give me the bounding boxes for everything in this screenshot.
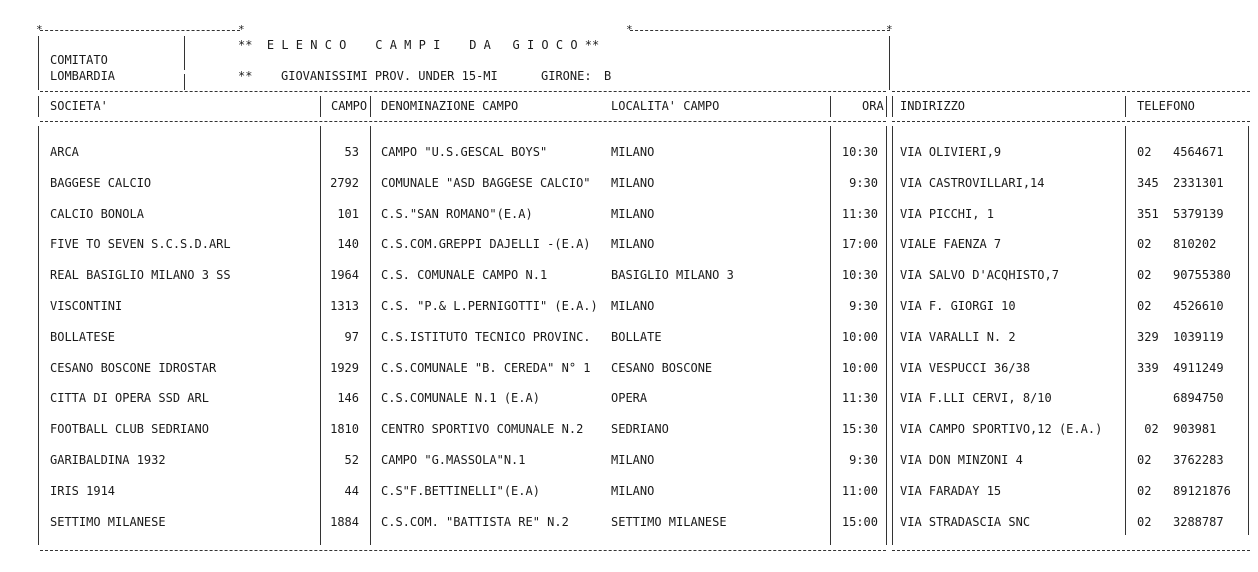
- cell-localita: MILANO: [611, 176, 655, 190]
- cell-campo: 53: [344, 145, 359, 159]
- cell-prefisso: 329: [1137, 330, 1159, 344]
- cell-prefisso: 02: [1137, 484, 1152, 498]
- cell-societa: GARIBALDINA 1932: [50, 453, 166, 467]
- cell-denominazione: C.S.COMUNALE N.1 (E.A): [381, 391, 540, 405]
- cell-campo: 1810: [330, 422, 359, 436]
- column-header-societa: SOCIETA': [50, 99, 108, 113]
- cell-prefisso: 02: [1137, 515, 1152, 529]
- cell-denominazione: C.S.COM. "BATTISTA RE" N.2: [381, 515, 569, 529]
- header-bottom-rule: [892, 121, 1250, 122]
- cell-numero: 810202: [1173, 237, 1217, 251]
- column-header-indirizzo: INDIRIZZO: [900, 99, 966, 113]
- column-separator: [1125, 96, 1126, 117]
- cell-indirizzo: VIA VARALLI N. 2: [900, 330, 1016, 344]
- cell-prefisso: 02: [1137, 299, 1152, 313]
- cell-campo: 140: [337, 237, 359, 251]
- document-title: ** E L E N C O C A M P I D A G I O C O **: [238, 38, 600, 52]
- cell-campo: 146: [337, 391, 359, 405]
- cell-localita: MILANO: [611, 453, 655, 467]
- cell-indirizzo: VIA PICCHI, 1: [900, 207, 994, 221]
- cell-denominazione: COMUNALE "ASD BAGGESE CALCIO": [381, 176, 591, 190]
- cell-campo: 97: [344, 330, 359, 344]
- column-separator: [370, 126, 371, 545]
- column-separator: [320, 126, 321, 545]
- cell-societa: VISCONTINI: [50, 299, 123, 313]
- cell-indirizzo: VIA FARADAY 15: [900, 484, 1002, 498]
- column-header-denominazione: DENOMINAZIONE CAMPO: [381, 99, 519, 113]
- cell-numero: 4911249: [1173, 361, 1224, 375]
- cell-ora: 10:00: [841, 361, 878, 375]
- cell-prefisso: 02: [1137, 422, 1159, 436]
- cell-localita: BASIGLIO MILANO 3: [611, 268, 734, 282]
- header-divider: [184, 36, 185, 70]
- cell-localita: SETTIMO MILANESE: [611, 515, 727, 529]
- table-top-rule: [40, 91, 886, 92]
- cell-localita: MILANO: [611, 237, 655, 251]
- cell-denominazione: C.S."SAN ROMANO"(E.A): [381, 207, 533, 221]
- committee-label: COMITATO: [50, 53, 108, 67]
- cell-numero: 89121876: [1173, 484, 1231, 498]
- cell-denominazione: C.S.ISTITUTO TECNICO PROVINC.: [381, 330, 591, 344]
- cell-indirizzo: VIA DON MINZONI 4: [900, 453, 1023, 467]
- cell-ora: 17:00: [841, 237, 878, 251]
- cell-societa: FIVE TO SEVEN S.C.S.D.ARL: [50, 237, 231, 251]
- column-header-telefono: TELEFONO: [1137, 99, 1195, 113]
- cell-numero: 903981: [1173, 422, 1217, 436]
- column-separator: [886, 126, 887, 545]
- cell-localita: BOLLATE: [611, 330, 662, 344]
- table-top-rule: [892, 91, 1250, 92]
- column-separator: [830, 96, 831, 117]
- column-separator: [892, 96, 893, 117]
- cell-numero: 1039119: [1173, 330, 1224, 344]
- cell-societa: BOLLATESE: [50, 330, 116, 344]
- column-separator: [886, 96, 887, 117]
- cell-campo: 1929: [330, 361, 359, 375]
- cell-campo: 44: [344, 484, 359, 498]
- cell-localita: OPERA: [611, 391, 648, 405]
- group-label: GIRONE:: [541, 69, 592, 83]
- cell-numero: 4564671: [1173, 145, 1224, 159]
- committee-name: LOMBARDIA: [50, 69, 116, 83]
- cell-ora: 9:30: [849, 299, 878, 313]
- corner-mark: *: [36, 23, 43, 36]
- cell-ora: 10:30: [841, 145, 878, 159]
- corner-mark: *: [886, 23, 893, 36]
- corner-mark: *: [626, 23, 633, 36]
- cell-denominazione: CENTRO SPORTIVO COMUNALE N.2: [381, 422, 584, 436]
- cell-prefisso: 02: [1137, 145, 1152, 159]
- cell-prefisso: 339: [1137, 361, 1159, 375]
- cell-numero: 6894750: [1173, 391, 1224, 405]
- cell-numero: 5379139: [1173, 207, 1224, 221]
- cell-localita: SEDRIANO: [611, 422, 669, 436]
- cell-ora: 10:30: [841, 268, 878, 282]
- cell-numero: 4526610: [1173, 299, 1224, 313]
- cell-localita: MILANO: [611, 145, 655, 159]
- cell-indirizzo: VIA CASTROVILLARI,14: [900, 176, 1045, 190]
- cell-numero: 3762283: [1173, 453, 1224, 467]
- cell-campo: 52: [344, 453, 359, 467]
- cell-ora: 11:30: [841, 207, 878, 221]
- cell-prefisso: 02: [1137, 268, 1152, 282]
- cell-denominazione: CAMPO "U.S.GESCAL BOYS": [381, 145, 548, 159]
- corner-mark: *: [238, 23, 245, 36]
- cell-denominazione: C.S. COMUNALE CAMPO N.1: [381, 268, 548, 282]
- cell-societa: FOOTBALL CLUB SEDRIANO: [50, 422, 209, 436]
- cell-localita: MILANO: [611, 484, 655, 498]
- cell-indirizzo: VIA VESPUCCI 36/38: [900, 361, 1031, 375]
- cell-campo: 101: [337, 207, 359, 221]
- column-separator: [320, 96, 321, 117]
- column-separator: [38, 126, 39, 545]
- cell-numero: 2331301: [1173, 176, 1224, 190]
- cell-societa: ARCA: [50, 145, 79, 159]
- cell-societa: CITTA DI OPERA SSD ARL: [50, 391, 209, 405]
- cell-ora: 10:00: [841, 330, 878, 344]
- header-right-border: [889, 36, 890, 90]
- cell-numero: 90755380: [1173, 268, 1231, 282]
- cell-ora: 9:30: [849, 176, 878, 190]
- column-header-localita: LOCALITA' CAMPO: [611, 99, 720, 113]
- cell-campo: 1884: [330, 515, 359, 529]
- header-bottom-rule: [40, 121, 886, 122]
- cell-localita: CESANO BOSCONE: [611, 361, 713, 375]
- column-separator: [38, 96, 39, 117]
- cell-indirizzo: VIA F. GIORGI 10: [900, 299, 1016, 313]
- header-divider: [184, 74, 185, 90]
- column-separator: [370, 96, 371, 117]
- column-header-campo: CAMPO: [331, 99, 368, 113]
- cell-indirizzo: VIA CAMPO SPORTIVO,12 (E.A.): [900, 422, 1103, 436]
- cell-campo: 1964: [330, 268, 359, 282]
- cell-ora: 11:30: [841, 391, 878, 405]
- cell-indirizzo: VIA STRADASCIA SNC: [900, 515, 1031, 529]
- cell-denominazione: C.S.COMUNALE "B. CEREDA" N° 1: [381, 361, 591, 375]
- header-top-rule: [40, 30, 240, 31]
- subtitle-prefix: **: [238, 69, 253, 83]
- header-top-rule: [630, 30, 890, 31]
- cell-societa: BAGGESE CALCIO: [50, 176, 152, 190]
- cell-denominazione: C.S. "P.& L.PERNIGOTTI" (E.A.): [381, 299, 598, 313]
- cell-indirizzo: VIALE FAENZA 7: [900, 237, 1002, 251]
- cell-indirizzo: VIA SALVO D'ACQHISTO,7: [900, 268, 1059, 282]
- cell-ora: 15:30: [841, 422, 878, 436]
- cell-localita: MILANO: [611, 207, 655, 221]
- cell-denominazione: C.S.COM.GREPPI DAJELLI -(E.A): [381, 237, 591, 251]
- table-bottom-rule: [40, 550, 886, 551]
- column-separator: [1125, 126, 1126, 535]
- cell-societa: CESANO BOSCONE IDROSTAR: [50, 361, 217, 375]
- cell-denominazione: CAMPO "G.MASSOLA"N.1: [381, 453, 526, 467]
- cell-campo: 2792: [330, 176, 359, 190]
- cell-societa: IRIS 1914: [50, 484, 116, 498]
- championship-name: GIOVANISSIMI PROV. UNDER 15-MI: [281, 69, 498, 83]
- cell-prefisso: 351: [1137, 207, 1159, 221]
- header-left-border: [38, 36, 39, 90]
- cell-ora: 11:00: [841, 484, 878, 498]
- cell-denominazione: C.S"F.BETTINELLI"(E.A): [381, 484, 540, 498]
- group-value: B: [604, 69, 612, 83]
- cell-indirizzo: VIA OLIVIERI,9: [900, 145, 1002, 159]
- cell-localita: MILANO: [611, 299, 655, 313]
- column-header-ora: ORA: [862, 99, 884, 113]
- cell-campo: 1313: [330, 299, 359, 313]
- column-separator: [830, 126, 831, 545]
- cell-ora: 15:00: [841, 515, 878, 529]
- cell-numero: 3288787: [1173, 515, 1224, 529]
- cell-societa: REAL BASIGLIO MILANO 3 SS: [50, 268, 231, 282]
- cell-prefisso: 02: [1137, 453, 1152, 467]
- cell-societa: CALCIO BONOLA: [50, 207, 144, 221]
- cell-ora: 9:30: [849, 453, 878, 467]
- column-separator: [892, 126, 893, 545]
- cell-indirizzo: VIA F.LLI CERVI, 8/10: [900, 391, 1052, 405]
- cell-prefisso: 345: [1137, 176, 1159, 190]
- cell-prefisso: 02: [1137, 237, 1152, 251]
- table-bottom-rule: [892, 550, 1250, 551]
- cell-societa: SETTIMO MILANESE: [50, 515, 166, 529]
